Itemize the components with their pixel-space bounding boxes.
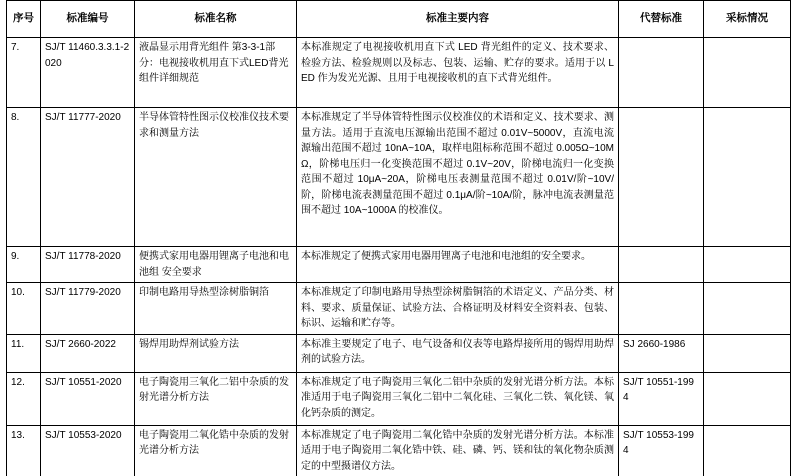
adoption-status (704, 334, 791, 372)
adoption-status (704, 38, 791, 108)
table-row (7, 283, 791, 335)
column-header-content: 标准主要内容 (297, 1, 619, 38)
standard-name: 电子陶瓷用三氧化二铝中杂质的发射光谱分析方法 (135, 372, 297, 425)
column-header-seq: 序号 (7, 1, 41, 38)
row-seq: 13. (7, 425, 41, 476)
replaced-standard: SJ 2660-1986 (619, 334, 704, 372)
table-row (7, 38, 791, 108)
standard-content: 本标准主要规定了电子、电气设备和仪表等电路焊接所用的锡焊用助焊剂的试验方法。 (297, 334, 619, 372)
column-header-code: 标准编号 (41, 1, 135, 38)
standard-code: SJ/T 2660-2022 (41, 334, 135, 372)
standard-content: 本标准规定了电视接收机用直下式 LED 背光组件的定义、技术要求、检验方法、检验规则以及标志、包装、运输、贮存的要求。适用于以 LED 作为发光光源、且用于电视接收机的直下式背光组件。 (297, 38, 619, 108)
column-header-adoption: 采标情况 (704, 1, 791, 38)
column-header-name: 标准名称 (135, 1, 297, 38)
standard-content: 本标准规定了电子陶瓷用二氧化锆中杂质的发射光谱分析方法。本标准适用于电子陶瓷用二氧化锆中铁、硅、磷、钙、镁和钛的氧化物杂质测定的中型摄谱仪方法。 (297, 425, 619, 476)
standard-name: 印制电路用导热型涂树脂铜箔 (135, 283, 297, 335)
replaced-standard (619, 108, 704, 247)
standard-name: 半导体管特性图示仪校准仪技术要求和测量方法 (135, 108, 297, 247)
row-seq: 9. (7, 247, 41, 283)
row-seq: 12. (7, 372, 41, 425)
row-seq: 11. (7, 334, 41, 372)
replaced-standard (619, 283, 704, 335)
standard-content: 本标准规定了电子陶瓷用三氧化二铝中杂质的发射光谱分析方法。本标准适用于电子陶瓷用三氧化二铝中二氧化硅、三氧化二铁、氧化镁、氧化钙杂质的测定。 (297, 372, 619, 425)
row-seq: 7. (7, 38, 41, 108)
standard-content: 本标准规定了印制电路用导热型涂树脂铜箔的术语定义、产品分类、材料、要求、质量保证、试验方法、合格证明及材料安全资料表、包装、标识、运输和贮存等。 (297, 283, 619, 335)
standard-name: 电子陶瓷用二氧化锆中杂质的发射光谱分析方法 (135, 425, 297, 476)
table-row (7, 425, 791, 476)
standard-code: SJ/T 11460.3.3.1-2020 (41, 38, 135, 108)
adoption-status (704, 247, 791, 283)
standard-name: 锡焊用助焊剂试验方法 (135, 334, 297, 372)
table-header-row (7, 1, 791, 38)
replaced-standard: SJ/T 10551-1994 (619, 372, 704, 425)
column-header-replaced: 代替标准 (619, 1, 704, 38)
standard-name: 液晶显示用背光组件 第3-3-1部分：电视接收机用直下式LED背光组件详细规范 (135, 38, 297, 108)
standards-table (6, 0, 791, 476)
replaced-standard (619, 247, 704, 283)
standard-code: SJ/T 11779-2020 (41, 283, 135, 335)
row-seq: 10. (7, 283, 41, 335)
standard-content: 本标准规定了便携式家用电器用锂离子电池和电池组的安全要求。 (297, 247, 619, 283)
standard-code: SJ/T 11778-2020 (41, 247, 135, 283)
replaced-standard: SJ/T 10553-1994 (619, 425, 704, 476)
table-row (7, 108, 791, 247)
replaced-standard (619, 38, 704, 108)
table-row (7, 334, 791, 372)
table-row (7, 372, 791, 425)
adoption-status (704, 372, 791, 425)
row-seq: 8. (7, 108, 41, 247)
adoption-status (704, 108, 791, 247)
standard-code: SJ/T 10551-2020 (41, 372, 135, 425)
table-row (7, 247, 791, 283)
standard-code: SJ/T 10553-2020 (41, 425, 135, 476)
standard-content: 本标准规定了半导体管特性图示仪校准仪的术语和定义、技术要求、测量方法。适用于直流电压源输出范围不超过 0.01V~5000V，直流电流源输出范围不超过 10nA~10A，取样电阻标称范围不超过 0.005Ω~10MΩ，阶梯电压归一化变换范围不超过 0.1V~20V，阶梯电流归一化变换范围不超过 10μA~20A，阶梯电压表测量范围不超过 0.01V/阶~10V/阶，阶梯电流表测量范围不超过 0.1μA/阶~10A/阶，脉冲电流表测量范围不超过 10A~1000A 的校准仪。 (297, 108, 619, 247)
adoption-status (704, 283, 791, 335)
standard-code: SJ/T 11777-2020 (41, 108, 135, 247)
adoption-status (704, 425, 791, 476)
standard-name: 便携式家用电器用锂离子电池和电池组 安全要求 (135, 247, 297, 283)
